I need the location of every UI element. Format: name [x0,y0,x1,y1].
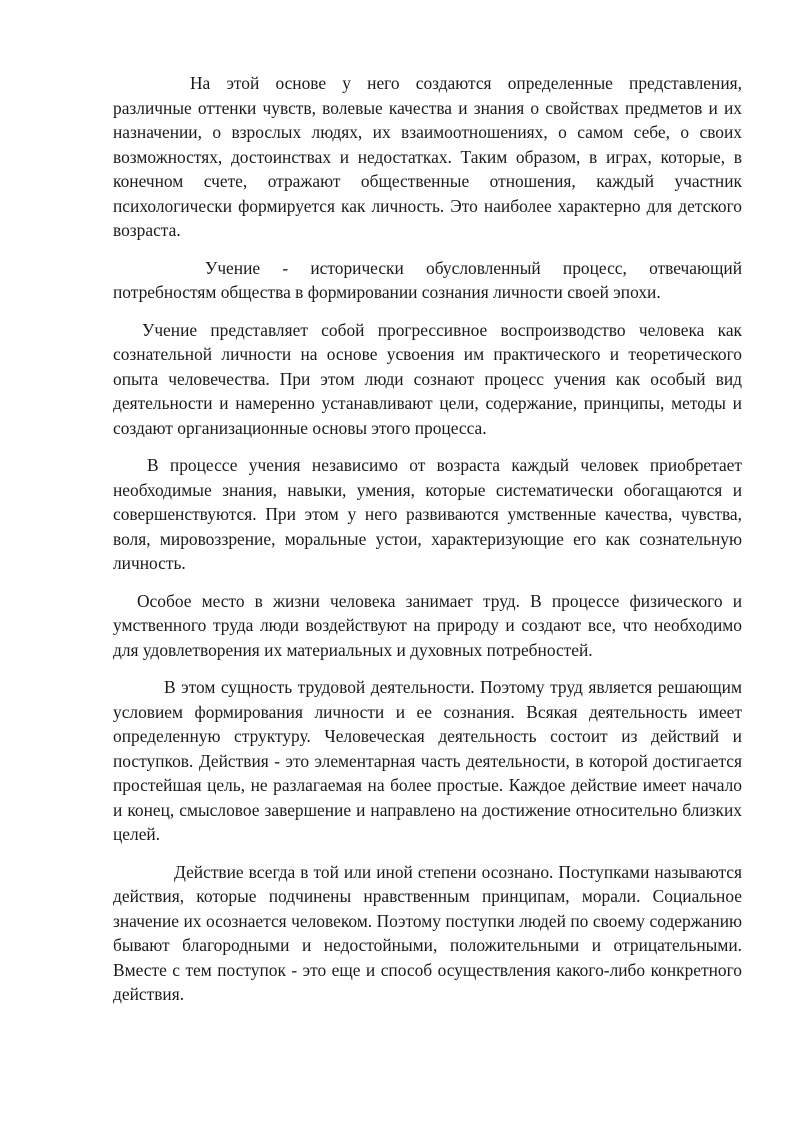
paragraph-action-deeds: Действие всегда в той или иной степени осознано. Поступками называются действия, которые подчинены нравственным принципам, морали. Социальное значение их осознается человеком. Поэтому поступки людей по своему содержанию бывают благородными и недостойными, положительными и отрицательными. Вместе с тем поступок - это еще и способ осуществления какого-либо конкретного действия. [113,861,742,1004]
paragraph-labor-place: Особое место в жизни человека занимает труд. В процессе физического и умственного труда люди воздействуют на природу и создают все, что необходимо для удовлетворения их материальных и духовных потребностей. [113,590,742,660]
paragraph-learning-process: В процессе учения независимо от возраста каждый человек приобретает необходимые знания, навыки, умения, которые систематически обогащаются и совершенствуются. При этом у него развиваются умственные качества, чувства, воля, мировоззрение, моральные устои, характеризующие его как сознательную личность. [113,455,742,573]
document-page [113,71,742,1020]
paragraph-learning-definition: Учение - исторически обусловленный процесс, отвечающий потребностям общества в формировании сознания личности своей эпохи. [113,257,742,302]
paragraph-labor-essence: В этом сущность трудовой деятельности. Поэтому труд является решающим условием формирования личности и ее сознания. Всякая деятельность имеет определенную структуру. Человеческая деятельность состоит из действий и поступков. Действия - это элементарная часть деятельности, в которой достигается простейшая цель, не разлагаемая на более простые. Каждое действие имеет начало и конец, смысловое завершение и направлено на достижение относительно близких целей. [113,677,742,844]
paragraph-play-personality: На этой основе у него создаются определенные представления, различные оттенки чувств, волевые качества и знания о свойствах предметов и их назначении, о взрослых людях, их взаимоотношениях, о самом себе, о своих возможностях, достоинствах и недостатках. Таким образом, в играх, которые, в конечном счете, отражают общественные отношения, каждый участник психологически формируется как личность. Это наиболее характерно для детского возраста. [113,73,742,240]
paragraph-learning-reproduction: Учение представляет собой прогрессивное воспроизводство человека как сознательной личности на основе усвоения им практического и теоретического опыта человечества. При этом люди сознают процесс учения как особый вид деятельности и намеренно устанавливают цели, содержание, принципы, методы и создают организационные основы этого процесса. [113,319,742,438]
